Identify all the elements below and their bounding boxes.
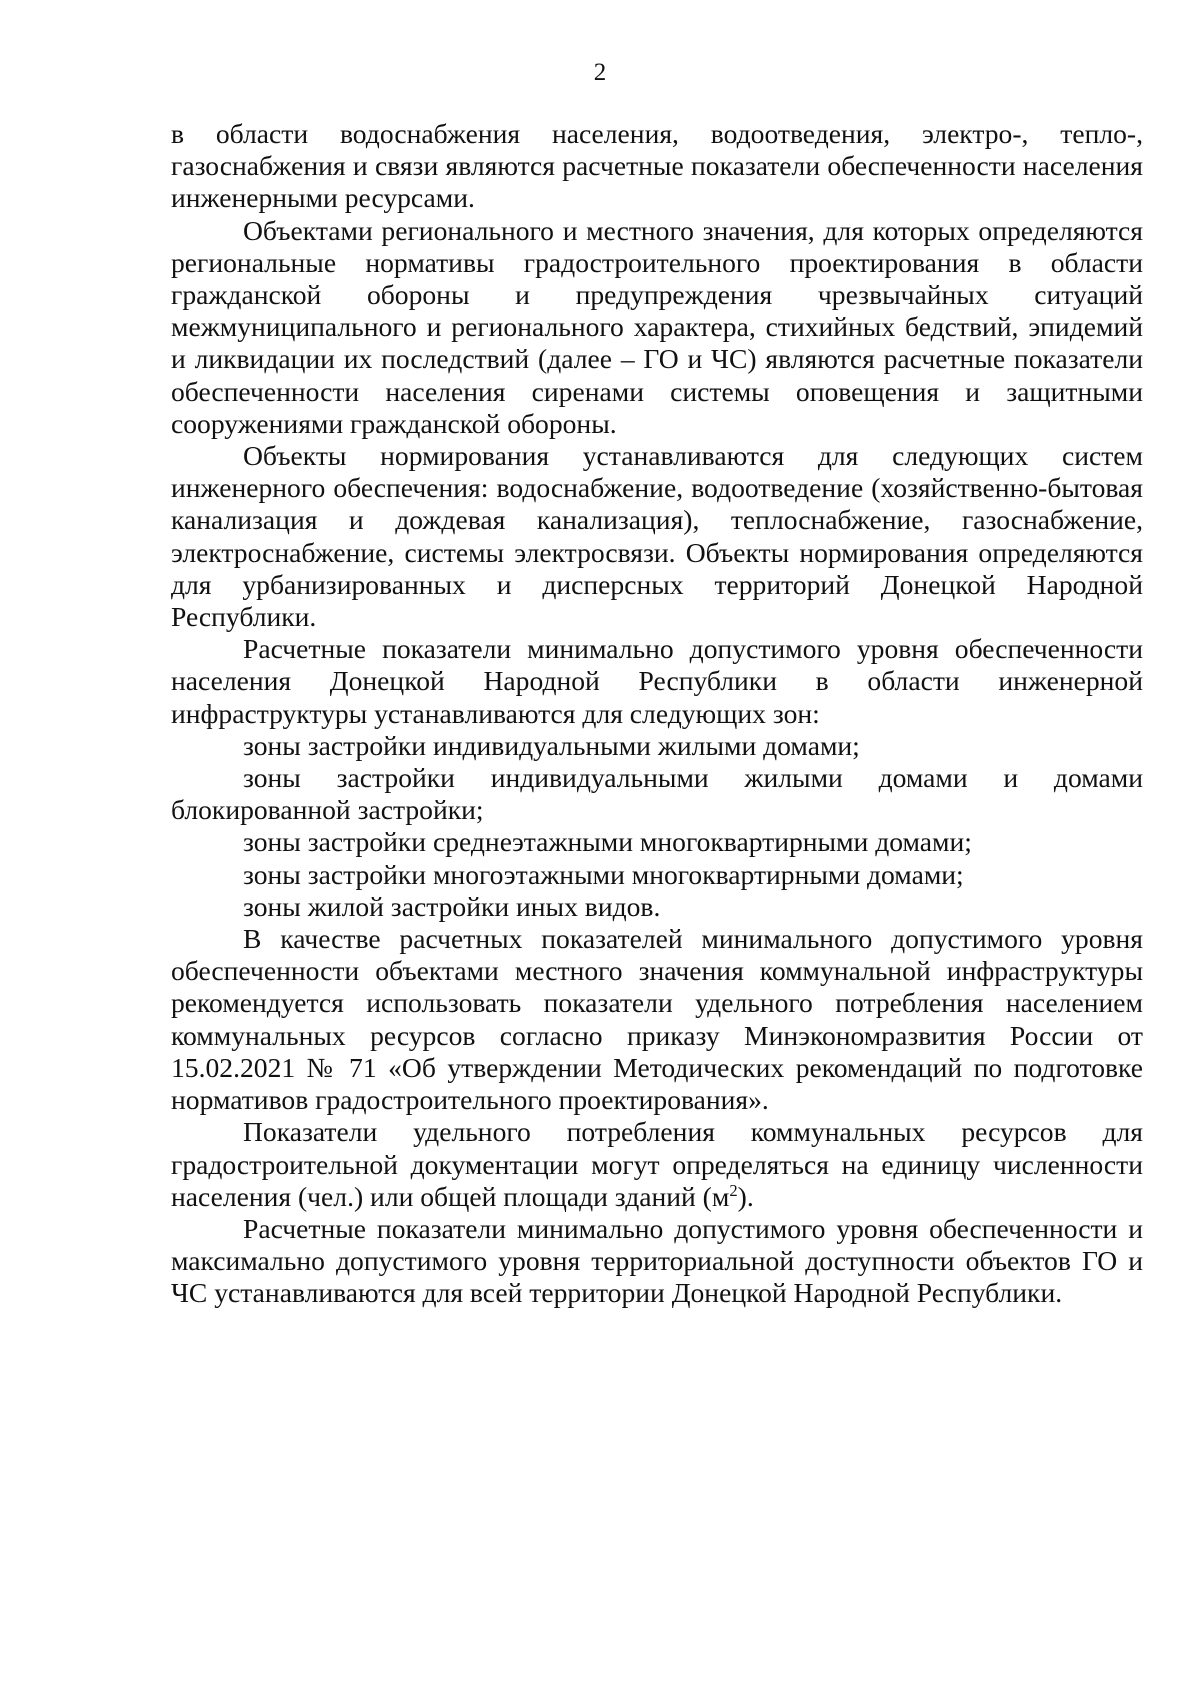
paragraph-engineering-systems: Объекты нормирования устанавливаются для следующих систем инженерного обеспечения: водоснабжение, водоотведение (хозяйственно-бытовая канализация и дождевая канализация), теплоснабжение, газоснабжение, электроснабжение, системы электросвязи. Объекты нормирования определяются для урбанизированных и дисперсных территорий Донецкой Народной Республики. <box>171 440 1143 633</box>
paragraph-recommendation: В качестве расчетных показателей минимального допустимого уровня обеспеченности объектами местного значения коммунальной инфраструктуры рекомендуется использовать показатели удельного потребления населением коммунальных ресурсов согласно приказу Минэкономразвития России от 15.02.2021 № 71 «Об утверждении Методических рекомендаций по подготовке нормативов градостроительного проектирования». <box>171 923 1143 1116</box>
page-number: 2 <box>593 59 607 86</box>
paragraph-go-chs-objects: Объектами регионального и местного значения, для которых определяются региональные нормативы градостроительного проектирования в области гражданской обороны и предупреждения чрезвычайных ситуаций межмуниципального и регионального характера, стихийных бедствий, эпидемий и ликвидации их последствий (далее – ГО и ЧС) являются расчетные показатели обеспеченности населения сиренами системы оповещения и защитными сооружениями гражданской обороны. <box>171 214 1143 439</box>
consumption-text-before: Показатели удельного потребления коммунальных ресурсов для градостроительной документации могут определяться на единицу численности населения (чел.) или общей площади зданий (м <box>171 1116 1143 1212</box>
list-item-zone-other: зоны жилой застройки иных видов. <box>243 890 661 922</box>
consumption-text-after: ). <box>737 1180 754 1212</box>
paragraph-territory-scope: Расчетные показатели минимально допустимого уровня обеспеченности и максимально допустимого уровня территориальной доступности объектов ГО и ЧС устанавливаются для всей территории Донецкой Народной Республики. <box>171 1212 1143 1309</box>
paragraph-consumption-indicators <box>171 1116 1143 1213</box>
list-item-zone-individual-blocked: зоны застройки индивидуальными жилыми домами и домами блокированной застройки; <box>171 762 1143 826</box>
paragraph-zones-intro: Расчетные показатели минимально допустимого уровня обеспеченности населения Донецкой Народной Республики в области инженерной инфраструктуры устанавливаются для следующих зон: <box>171 633 1143 729</box>
superscript-square: 2 <box>729 1180 738 1200</box>
paragraph-continuation: в области водоснабжения населения, водоотведения, электро-, тепло-, газоснабжения и связи являются расчетные показатели обеспеченности населения инженерными ресурсами. <box>171 118 1143 214</box>
list-item-zone-individual: зоны застройки индивидуальными жилыми домами; <box>243 729 860 761</box>
document-body <box>171 118 1143 1310</box>
list-item-zone-high-rise: зоны застройки многоэтажными многоквартирными домами; <box>243 858 964 890</box>
list-item-zone-mid-rise: зоны застройки среднеэтажными многоквартирными домами; <box>243 826 972 858</box>
